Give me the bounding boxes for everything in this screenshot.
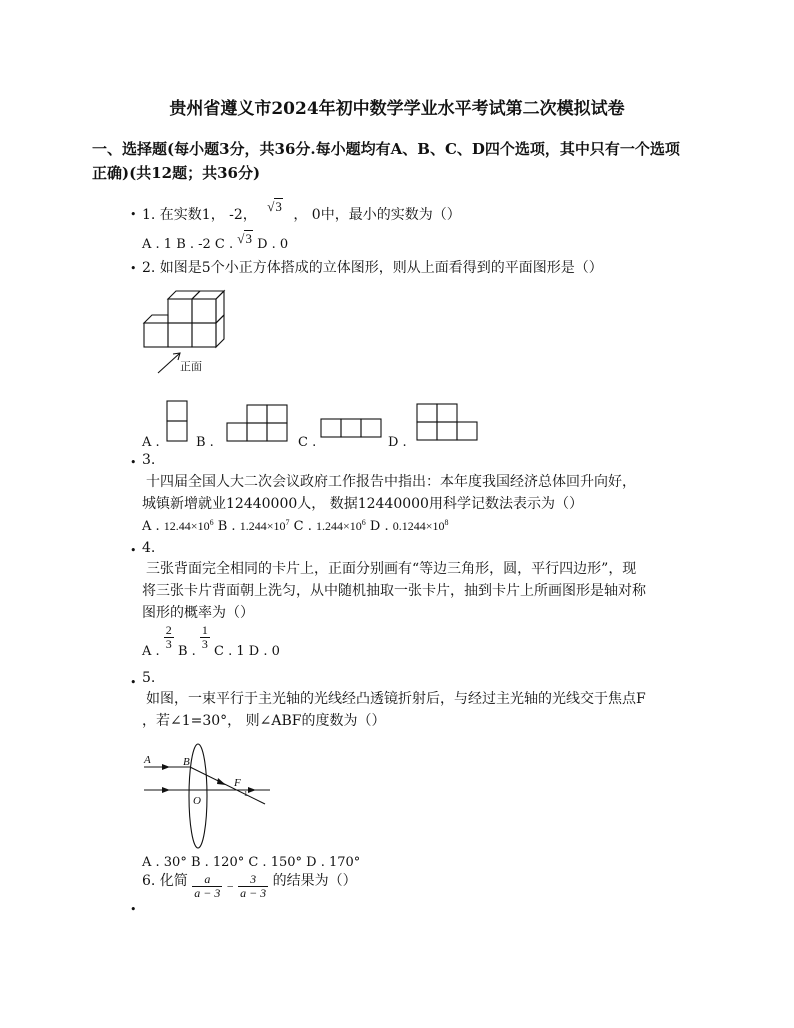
q5-label-angle-1: 1	[244, 790, 248, 798]
question-1	[142, 199, 461, 224]
q3-option-c-value: $1.244\times 10^6$	[315, 518, 366, 533]
q3-text-line1: 十四届全国人大二次会议政府工作报告中指出：本年度我国经济总体回升向好，	[146, 474, 636, 490]
question-6	[142, 873, 357, 900]
q5-label-a: A	[144, 754, 151, 766]
q1-bullet: •	[130, 208, 137, 221]
q2-option-d-figure	[416, 403, 480, 443]
q1-options-pre: A . 1 B . -2 C .	[142, 237, 234, 252]
q5-lens-figure	[140, 738, 275, 853]
question-2: 2. 如图是5个小正方体搭成的立体图形，则从上面看得到的平面图形是（）	[142, 260, 603, 276]
q4-option-a-label: A .	[142, 644, 160, 659]
q2-option-b-figure	[226, 404, 290, 444]
q4-text-line2: 将三张卡片背面朝上洗匀，从中随机抽取一张卡片，抽到卡片上所画图形是轴对称	[142, 583, 646, 599]
q3-options	[142, 518, 449, 534]
exam-title: 贵州省遵义市2024年初中数学学业水平考试第二次模拟试卷	[169, 99, 625, 119]
q5-number: 5.	[142, 670, 156, 686]
q5-label-f: F	[234, 777, 241, 789]
q3-number: 3.	[142, 452, 156, 468]
q5-text-line2: ，若∠1=30°， 则∠ABF的度数为（）	[142, 713, 386, 729]
q3-option-d-label: D .	[369, 519, 389, 534]
q2-option-d-label: D .	[388, 435, 407, 450]
q3-option-c-label: C .	[293, 519, 312, 534]
q5-text-line1: 如图，一束平行于主光轴的光线经凸透镜折射后，与经过主光轴的光线交于焦点F	[146, 691, 646, 707]
q5-options: A . 30° B . 120° C . 150° D . 170°	[142, 855, 361, 870]
section-header-line2: 正确)(共12题；共36分)	[92, 164, 261, 182]
q2-front-label: 正面	[180, 361, 202, 373]
q2-option-c-label: C .	[298, 435, 317, 450]
q2-option-b-label: B .	[196, 435, 214, 450]
q2-option-c-figure	[320, 418, 382, 440]
q4-bullet: •	[130, 544, 137, 557]
q4-option-b-fraction: $\frac{1}{3}$	[201, 623, 208, 651]
q6-fraction-2: $\frac{3}{a - 3}$	[240, 872, 267, 900]
q5-bullet: •	[130, 676, 137, 689]
q6-text-post: 的结果为（）	[272, 872, 357, 889]
q1-option-c-sqrt3: √3	[237, 231, 252, 246]
section-header-line1: 一、选择题(每小题3分，共36分.每小题均有A、B、C、D四个选项，其中只有一个选项	[92, 140, 680, 158]
q4-options	[142, 623, 280, 659]
q6-text-pre: 6. 化简	[142, 872, 188, 889]
q1-text-post: ， 0中，最小的实数为（）	[293, 207, 461, 223]
q6-fraction-1: $\frac{a}{a - 3}$	[194, 872, 221, 900]
q3-option-b-value: $1.244\times 10^7$	[239, 518, 290, 533]
q4-option-b-label: B .	[177, 644, 196, 659]
q2-option-a-figure	[166, 400, 190, 444]
q4-option-a-fraction: $\frac{2}{3}$	[165, 623, 172, 651]
q3-option-a-value: $12.44\times 10^6$	[163, 518, 214, 533]
q2-cube-figure	[140, 285, 250, 380]
q3-option-a-label: A .	[142, 519, 160, 534]
q6-bullet: •	[130, 903, 137, 916]
q1-sqrt3: √3	[267, 199, 282, 214]
q1-text-pre: 1. 在实数1， -2，	[142, 207, 257, 223]
q4-options-rest: C . 1 D . 0	[214, 644, 280, 659]
q4-text-line3: 图形的概率为（）	[142, 605, 254, 621]
q1-options-post: D . 0	[257, 237, 289, 252]
q5-label-b: B	[183, 756, 190, 768]
q1-options	[142, 231, 289, 252]
q4-number: 4.	[142, 540, 156, 556]
q2-bullet: •	[130, 262, 137, 275]
q2-option-a-label: A .	[142, 435, 160, 450]
q3-option-b-label: B .	[217, 519, 236, 534]
q3-option-d-value: $0.1244\times 10^8$	[392, 518, 449, 533]
q6-minus: −	[226, 879, 234, 894]
q5-label-o: O	[193, 795, 201, 807]
q3-text-line2: 城镇新增就业12440000人， 数据12440000用科学记数法表示为（）	[142, 496, 583, 512]
q4-text-line1: 三张背面完全相同的卡片上，正面分别画有“等边三角形，圆，平行四边形”，现	[146, 561, 637, 577]
q3-bullet: •	[130, 456, 137, 469]
